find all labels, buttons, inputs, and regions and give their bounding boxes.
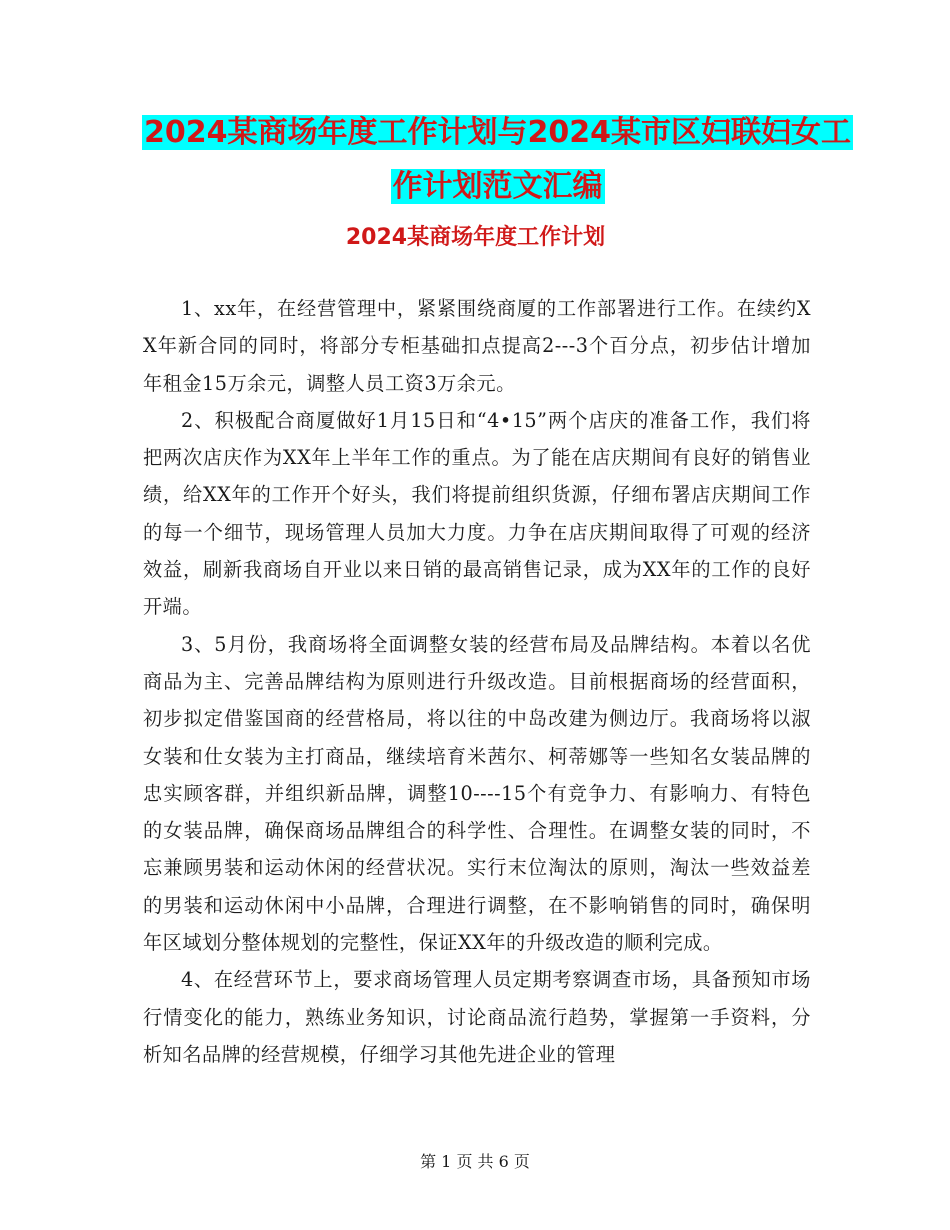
document-body bbox=[143, 290, 811, 1073]
page-footer: 第 1 页 共 6 页 bbox=[420, 1152, 530, 1171]
paragraph: 4、在经营环节上，要求商场管理人员定期考察调查市场，具备预知市场行情变化的能力，熟练业务知识，讨论商品流行趋势，掌握第一手资料，分析知名品牌的经营规模，仔细学习其他先进企业的管理 bbox=[143, 968, 811, 1066]
document-title bbox=[140, 106, 855, 214]
paragraph: 1、xx年，在经营管理中，紧紧围绕商厦的工作部署进行工作。在续约XX年新合同的同时，将部分专柜基础扣点提高2---3个百分点，初步估计增加年租金15万余元，调整人员工资3万余元。 bbox=[143, 297, 811, 395]
document-title-text: 2024某商场年度工作计划与2024某市区妇联妇女工作计划范文汇编 bbox=[144, 115, 851, 204]
paragraph: 2、积极配合商厦做好1月15日和“4•15”两个店庆的准备工作，我们将把两次店庆作为XX年上半年工作的重点。为了能在店庆期间有良好的销售业绩，给XX年的工作开个好头，我们将提前组织货源，仔细布署店庆期间工作的每一个细节，现场管理人员加大力度。力争在店庆期间取得了可观的经济效益，刷新我商场自开业以来日销的最高销售记录，成为XX年的工作的良好开端。 bbox=[143, 408, 811, 619]
section-title: 2024某商场年度工作计划 bbox=[345, 225, 606, 250]
paragraph: 3、5月份，我商场将全面调整女装的经营布局及品牌结构。本着以名优商品为主、完善品牌结构为原则进行升级改造。目前根据商场的经营面积，初步拟定借鉴国商的经营格局，将以往的中岛改建为侧边厅。我商场将以淑女装和仕女装为主打商品，继续培育米茜尔、柯蒂娜等一些知名女装品牌的忠实顾客群，并组织新品牌，调整10----15个有竞争力、有影响力、有特色的女装品牌，确保商场品牌组合的科学性、合理性。在调整女装的同时，不忘兼顾男装和运动休闲的经营状况。实行末位淘汰的原则，淘汰一些效益差的男装和运动休闲中小品牌，合理进行调整，在不影响销售的同时，确保明年区域划分整体规划的完整性，保证XX年的升级改造的顺利完成。 bbox=[143, 632, 811, 955]
